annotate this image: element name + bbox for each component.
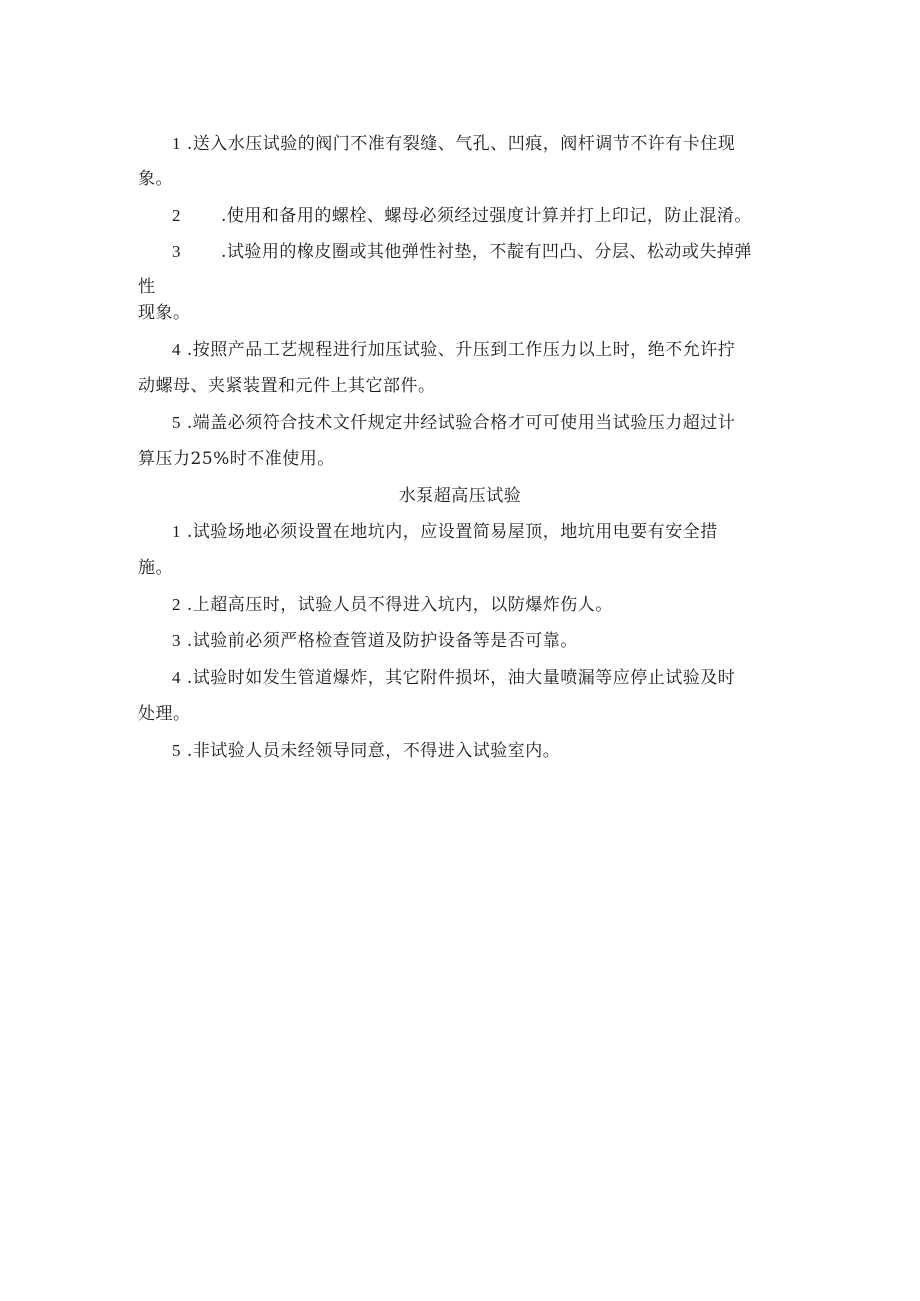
list-item-line bbox=[172, 242, 752, 262]
list-item-line bbox=[172, 340, 735, 360]
item-number: 5 bbox=[172, 413, 181, 432]
list-item-line bbox=[172, 668, 735, 688]
item-text: .按照产品工艺规程进行加压试验、升压到工作压力以上时，绝不允许拧 bbox=[186, 340, 736, 360]
item-text: .试验时如发生管道爆炸，其它附件损坏，油大量喷漏等应停止试验及时 bbox=[186, 668, 736, 688]
item-number: 3 bbox=[172, 242, 181, 261]
item-text: .端盖必须符合技术文仟规定井经试验合格才可可使用当试验压力超过计 bbox=[186, 413, 736, 433]
list-item-continuation: 处理。 bbox=[138, 704, 191, 724]
item-number: 3 bbox=[172, 631, 181, 650]
item-text: .上超高压时，试验人员不得进入坑内，以防爆炸伤人。 bbox=[186, 595, 613, 615]
list-item-continuation: 算压力25%时不准使用。 bbox=[138, 449, 335, 469]
item-text: .送入水压试验的阀门不准有裂缝、气孔、凹痕，阀杆调节不许有卡住现 bbox=[186, 134, 736, 154]
list-item-line bbox=[172, 741, 560, 761]
item-text: .非试验人员未经领导同意，不得进入试验室内。 bbox=[186, 741, 561, 761]
item-number: 2 bbox=[172, 206, 181, 225]
item-number: 1 bbox=[172, 134, 181, 153]
list-item-line bbox=[172, 631, 578, 651]
item-text: .使用和备用的螺栓、螺母必须经过强度计算并打上印记，防止混淆。 bbox=[221, 206, 752, 226]
list-item-line bbox=[172, 522, 718, 542]
item-number: 1 bbox=[172, 522, 181, 541]
section-heading: 水泵超高压试验 bbox=[398, 486, 522, 506]
list-item-continuation: 动螺母、夹紧装置和元件上其它部件。 bbox=[138, 376, 436, 396]
item-text: .试验前必须严格检查管道及防护设备等是否可靠。 bbox=[186, 631, 578, 651]
list-item-continuation: 施。 bbox=[138, 558, 173, 578]
item-text: .试验场地必须设置在地坑内，应设置简易屋顶，地坑用电要有安全措 bbox=[186, 522, 718, 542]
item-number: 4 bbox=[172, 668, 181, 687]
item-text: .试验用的橡皮圈或其他弹性衬垫，不靛有凹凸、分层、松动或失掉弹 bbox=[221, 242, 752, 262]
list-item-line bbox=[172, 134, 735, 154]
item-number: 2 bbox=[172, 595, 181, 614]
list-item-line bbox=[172, 413, 735, 433]
list-item-continuation: 性 bbox=[138, 277, 156, 297]
list-item-line bbox=[172, 206, 752, 226]
item-number: 5 bbox=[172, 741, 181, 760]
list-item-line bbox=[172, 595, 613, 615]
list-item-continuation: 象。 bbox=[138, 169, 173, 189]
list-item-continuation: 现象。 bbox=[138, 303, 191, 323]
item-number: 4 bbox=[172, 340, 181, 359]
